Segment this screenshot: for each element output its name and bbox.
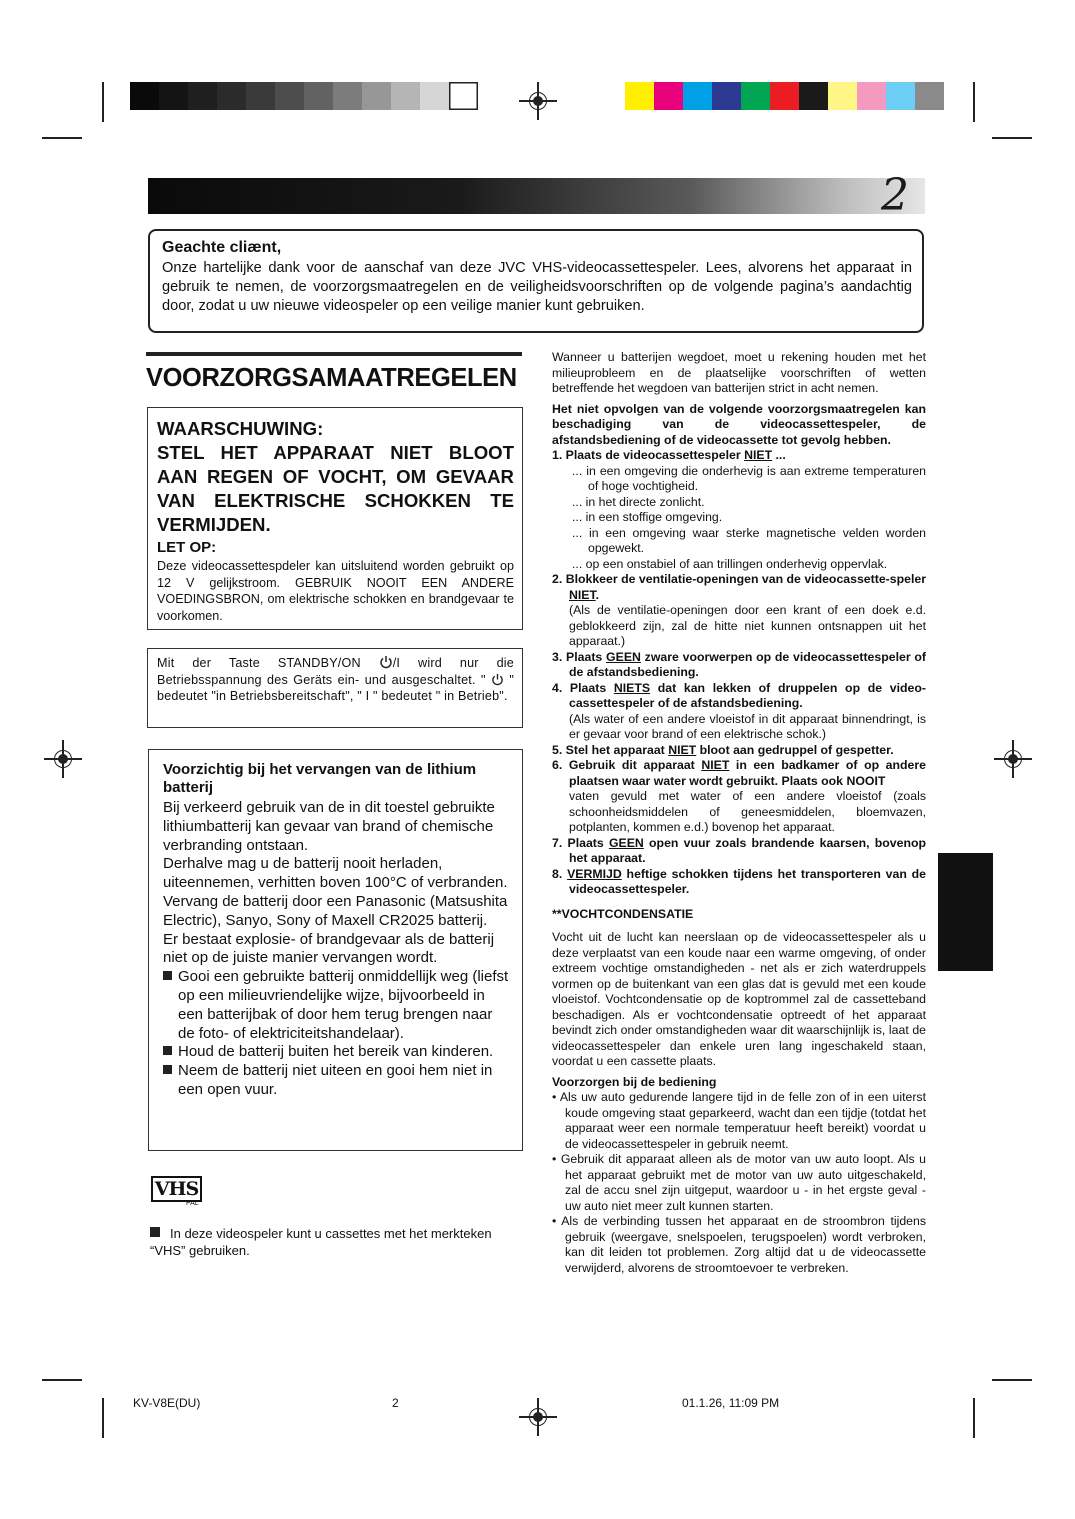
list-item: 8. VERMIJD heftige schokken tijdens het transporteren van de videocassettespeler. bbox=[552, 866, 926, 896]
footer-model: KV-V8E(DU) bbox=[133, 1396, 201, 1410]
list-item: 1. Plaats de videocassettespeler NIET ... bbox=[552, 448, 786, 462]
color-swatch bbox=[915, 82, 944, 110]
color-swatch bbox=[886, 82, 915, 110]
warning-label: WAARSCHUWING: bbox=[157, 418, 324, 439]
color-swatch bbox=[828, 82, 857, 110]
list-item: • Als uw auto gedurende langere tijd in de felle zon of in een uiterst koude omgeving staat geparkeerd, wacht dan een tijdje (totdat het apparaat weer een normale temperatuur heeft bereikt) voordat u de videocassettespeler in gebruik neemt. bbox=[552, 1090, 926, 1151]
registration-mark-icon bbox=[525, 1404, 551, 1430]
list-item-note: vaten gevuld met water of een andere vloeistof (zoals schoonheidsmiddelen of geneesmiddelen, bloemvazen, potplanten, kommen e.d.) bovenop het apparaat. bbox=[569, 789, 926, 834]
warning-box bbox=[147, 407, 523, 630]
caution-text: Deze videocassettespdeler kan uitsluitend worden gebruikt op 12 V gelijkstroom. GEBRUIK NOOIT EEN ANDERE VOEDINGSBRON, om elektrische schokken en brandgevaar te voorkomen. bbox=[157, 559, 514, 623]
list-item: 5. Stel het apparaat NIET bloot aan gedruppel of gespetter. bbox=[552, 742, 894, 757]
lithium-p4: Er bestaat explosie- of brandgevaar als de batterij niet op de juiste manier vervangen wordt. bbox=[163, 930, 495, 967]
standby-text-1: Mit der Taste STANDBY/ON bbox=[157, 656, 379, 670]
list-item: 3. Plaats GEEN zware voorwerpen op de videocassettespeler of de afstandsbediening. bbox=[552, 649, 926, 679]
crop-mark bbox=[42, 137, 82, 139]
list-item: ... in het directe zonlicht. bbox=[572, 494, 705, 509]
bullet-square-icon bbox=[163, 1046, 172, 1055]
color-swatch bbox=[799, 82, 828, 110]
bullet-square-icon bbox=[163, 1065, 172, 1074]
color-swatch bbox=[625, 82, 654, 110]
gray-swatch bbox=[130, 82, 159, 110]
gray-swatch bbox=[362, 82, 391, 110]
list-item: 4. Plaats NIETS dat kan lekken of druppelen op de video-cassettespeler of de afstandsbediening. bbox=[552, 680, 926, 710]
language-side-tab bbox=[938, 853, 993, 971]
registration-mark-icon bbox=[525, 88, 551, 114]
list-item: • Gebruik dit apparaat alleen als de motor van uw auto loopt. Als u het apparaat gebruikt met de motor van uw auto uitgeschakeld, zal de accu snel zijn uitgeput, waardoor u - in het ergste geval - uw auto niet meer zult kunnen starten. bbox=[552, 1152, 926, 1213]
list-item: Gooi een gebruikte batterij onmiddellijk weg (liefst op een milieuvriendelijke wijze, bijvoorbeeld in een batterijbak of door hem terug brengen naar de foto- of elektriciteitshandelaar). bbox=[163, 968, 512, 1043]
right-column bbox=[552, 350, 926, 1276]
list-item: ... in een omgeving waar sterke magnetische velden worden opgewekt. bbox=[572, 525, 926, 555]
gray-swatch bbox=[246, 82, 275, 110]
intro-box bbox=[148, 229, 924, 333]
crop-mark bbox=[992, 1379, 1032, 1381]
list-item: 6. Gebruik dit apparaat NIET in een badkamer of op andere plaatsen waar water wordt gebruikt. Plaats ook NOOIT bbox=[552, 758, 926, 788]
lithium-p3: Vervang de batterij door een Panasonic (Matsushita Electric), Sanyo, Sony of Maxell CR2025 batterij. bbox=[163, 892, 508, 929]
lithium-heading: Voorzichtig bij het vervangen van de lithium batterij bbox=[163, 761, 477, 796]
list-item: Houd de batterij buiten het bereik van kinderen. bbox=[163, 1043, 512, 1062]
registration-mark-icon bbox=[50, 746, 76, 772]
battery-disposal-text: Wanneer u batterijen wegdoet, moet u rekening houden met het milieuprobleem en de plaatselijke voorschriften of wetten betreffende het wegdoen van batterijen strict in acht nemen. bbox=[552, 350, 926, 395]
condensation-heading: **VOCHTCONDENSATIE bbox=[552, 906, 694, 921]
color-swatch bbox=[712, 82, 741, 110]
gray-swatch bbox=[304, 82, 333, 110]
vhs-logo: VHS bbox=[151, 1176, 202, 1202]
header-banner bbox=[148, 170, 925, 221]
bullet-square-icon bbox=[163, 971, 172, 980]
footer-datetime: 01.1.26, 11:09 PM bbox=[682, 1396, 780, 1410]
list-item: Neem de batterij niet uiteen en gooi hem niet in een open vuur. bbox=[163, 1062, 512, 1100]
intro-text: Onze hartelijke dank voor de aanschaf van deze JVC VHS-videocassettespeler. Lees, alvorens het apparaat in gebruik te nemen, de voorzorgsmaatregelen en de veiligheidsvoorschriften op de volgende pagina’s aandachtig door, zodat u uw nieuwe videospeler op een veilige manier kunt gebruiken. bbox=[162, 260, 912, 314]
color-swatch bbox=[683, 82, 712, 110]
crop-mark bbox=[102, 82, 104, 122]
section-title: VOORZORGSAMAATREGELEN bbox=[146, 364, 517, 392]
crop-mark bbox=[102, 1398, 104, 1438]
crop-mark bbox=[992, 137, 1032, 139]
gray-swatch bbox=[275, 82, 304, 110]
page-number: 2 bbox=[881, 170, 909, 221]
power-icon bbox=[491, 673, 504, 686]
list-item-note: (Als de ventilatie-openingen door een krant of een doek e.d. geblokkeerd zijn, zal de hitte niet kunnen ontsnappen uit het apparaat.) bbox=[569, 603, 926, 648]
list-item: ... op een onstabiel of aan trillingen onderhevig oppervlak. bbox=[572, 556, 888, 571]
gray-swatch bbox=[333, 82, 362, 110]
vhs-note: In deze videospeler kunt u cassettes met het merkteken “VHS” gebruiken. bbox=[150, 1226, 492, 1258]
power-icon bbox=[379, 655, 393, 669]
title-rule bbox=[146, 352, 522, 356]
condensation-text: Vocht uit de lucht kan neerslaan op de videocassettespeler als u deze verplaatst van een koude naar een warme omgeving, of onder extreem vochtige omstandigheden - net als er zich waterdruppels vormen op de buitenkant van een glas dat is gevuld met een koude vloeistof. Vochtcondensatie op de koptrommel zal de cassetteband beschadigen. Als er vochtcondensatie optreedt of het apparaat bevindt zich onder omstandigheden waar dit waarschijnlijk is, laat de videocassettespeler dan enkele uren lang ingeschakeld staan, voordat u een cassette plaats. bbox=[552, 930, 926, 1068]
color-swatch bbox=[654, 82, 683, 110]
caution-label: LET OP: bbox=[157, 539, 217, 556]
gray-swatch bbox=[159, 82, 188, 110]
color-swatch bbox=[770, 82, 799, 110]
registration-mark-icon bbox=[1000, 746, 1026, 772]
list-item: • Als de verbinding tussen het apparaat en de stroombron tijdens gebruik (weergave, snelspoelen, terugspoelen) wordt verbroken, kan dit leiden tot problemen. Zorg altijd dat u de videocassette verwijderd, alvorens de stroomtoevoer te verbreken. bbox=[552, 1214, 926, 1275]
gray-swatch bbox=[188, 82, 217, 110]
intro-heading: Geachte cliænt, bbox=[162, 239, 282, 256]
warning-text: STEL HET APPARAAT NIET BLOOT AAN REGEN OF VOCHT, OM GEVAAR VAN ELEKTRISCHE SCHOKKEN TE VERMIJDEN. bbox=[157, 442, 514, 535]
color-swatch bbox=[741, 82, 770, 110]
operation-heading: Voorzorgen bij de bediening bbox=[552, 1074, 717, 1089]
pal-label: PAL bbox=[186, 1200, 199, 1207]
lithium-p1: Bij verkeerd gebruik van de in dit toestel gebruikte lithiumbatterij kan gevaar van brand of chemische verbranding ontstaan. bbox=[163, 799, 495, 854]
list-item: ... in een stoffige omgeving. bbox=[572, 510, 723, 524]
crop-mark bbox=[973, 1398, 975, 1438]
lithium-box bbox=[148, 749, 523, 1151]
gray-swatch bbox=[449, 82, 478, 110]
list-item-note: (Als water of een andere vloeistof in dit apparaat binnendringt, is er gevaar voor brand of een elektrische schok.) bbox=[569, 711, 926, 741]
gray-swatch bbox=[420, 82, 449, 110]
precaution-intro: Het niet opvolgen van de volgende voorzorgsmaatregelen kan beschadiging van de videocassettespeler, de afstandsbediening of de videocassette tot gevolg hebben. bbox=[552, 401, 926, 447]
list-item: 7. Plaats GEEN open vuur zoals brandende kaarsen, bovenop het apparaat. bbox=[552, 835, 926, 865]
gray-swatch bbox=[391, 82, 420, 110]
standby-text-2: /I wird nur die Betriebsspannung des Geräts ein- und ausgeschaltet. " bbox=[157, 656, 515, 687]
gray-swatch bbox=[217, 82, 246, 110]
color-swatch bbox=[857, 82, 886, 110]
list-item: ... in een omgeving die onderhevig is aan extreme temperaturen of hoge vochtigheid. bbox=[572, 463, 926, 493]
crop-mark bbox=[973, 82, 975, 122]
list-item: 2. Blokkeer de ventilatie-openingen van de videocassette-speler NIET. bbox=[552, 572, 926, 602]
standby-text-3: " bedeutet "in Betriebsbereitschaft", " I " bedeutet " in Betrieb". bbox=[157, 672, 514, 703]
lithium-p2: Derhalve mag u de batterij nooit herladen, uiteennemen, verhitten boven 100°C of verbranden. bbox=[163, 855, 508, 892]
crop-mark bbox=[42, 1379, 82, 1381]
bullet-square-icon bbox=[150, 1227, 160, 1237]
standby-box bbox=[147, 648, 523, 728]
footer-page: 2 bbox=[392, 1396, 399, 1410]
